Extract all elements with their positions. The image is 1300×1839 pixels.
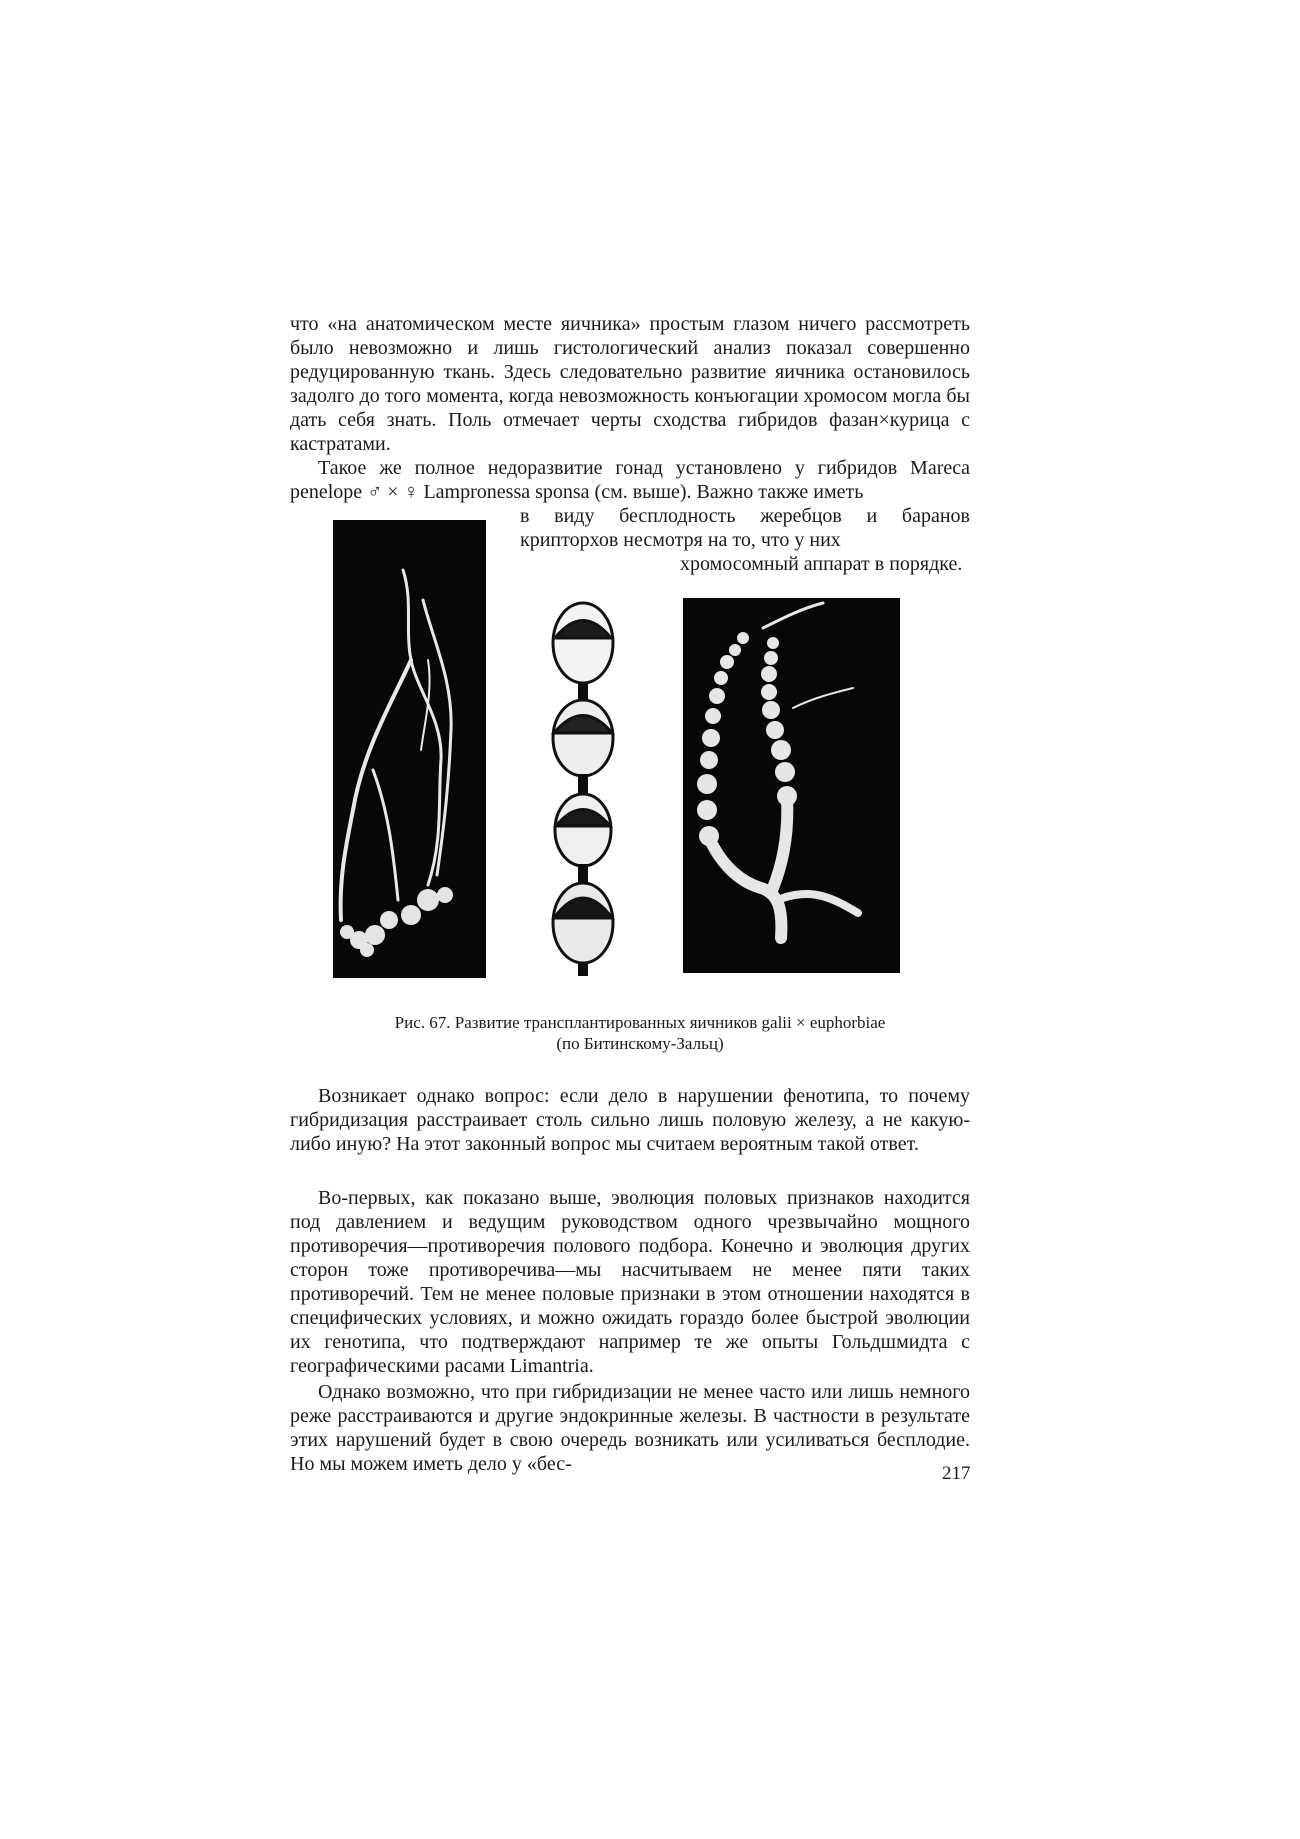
paragraph-3: Возникает однако вопрос: если дело в нарушении фенотипа, то почему гибридизация расстраивает столь сильно лишь половую железу, а не какую-либо иную? На этот законный вопрос мы считаем вероятным такой ответ. [290, 1085, 970, 1155]
figure-caption [290, 1012, 990, 1054]
figure-photo-middle [548, 598, 618, 978]
figure-photo-left [333, 520, 486, 978]
figure-caption-line-2: (по Битинскому-Зальц) [556, 1034, 724, 1053]
paragraph-5: Однако возможно, что при гибридизации не менее часто или лишь немного реже расстраиваются и другие эндокринные железы. В частности в результате этих нарушений будет в свою очередь возникать или усиливаться бесплодие. Но мы можем иметь дело у «бес- [290, 1381, 970, 1475]
paragraph-4: Во-первых, как показано выше, эволюция половых признаков находится под давлением и ведущим руководством одного чрезвычайно мощного противоречия—противоречия полового подбора. Конечно и эволюция других сторон тоже противоречива—мы насчитываем не менее пяти таких противоречий. Тем не менее половые признаки в этом отношении находятся в специфических условиях, и можно ожидать гораздо более быстрой эволюции их генотипа, что подтверждают например те же опыты Гольдшмидта с географическими расами Limantria. [290, 1187, 970, 1377]
paragraph-1: что «на анатомическом месте яичника» простым глазом ничего рассмотреть было невозможно и лишь гистологический анализ показал совершенно редуцированную ткань. Здесь следовательно развитие яичника остановилось задолго до того момента, когда невозможность конъюгации хромосом могла бы дать себя знать. Поль отмечает черты сходства гибридов фазан×курица с кастратами. [290, 313, 970, 455]
figure-caption-line-1: Рис. 67. Развитие трансплантированных яичников galii × euphorbiae [394, 1013, 886, 1032]
paragraph-2: Такое же полное недоразвитие гонад установлено у гибридов Mareca penelope ♂ × ♀ Lampronessa sponsa (см. выше). Важно также иметь [290, 457, 970, 503]
figure-photo-right [683, 598, 900, 973]
page-number: 217 [942, 1463, 971, 1484]
paragraph-2-wrap-end: хромосомный аппарат в порядке. [680, 553, 963, 575]
paragraph-2-wrap: в виду бесплодность жеребцов и баранов крипторхов несмотря на то, что у них [520, 505, 970, 551]
